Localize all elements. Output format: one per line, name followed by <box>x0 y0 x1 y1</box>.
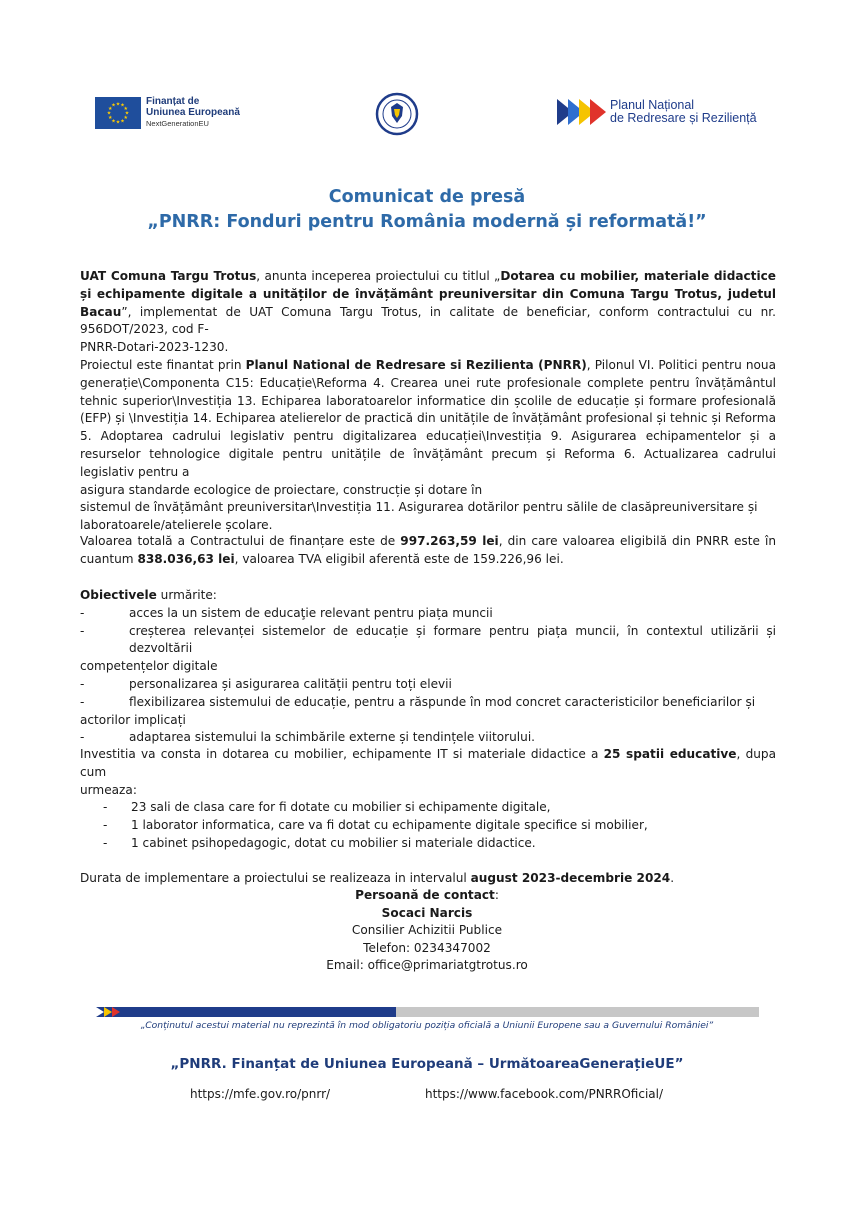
financing-line6: tehnologice digitale pentru unitățile de învățământ precum și Reforma 6. Actualizarea cadrului legislativ pentru a <box>80 446 776 479</box>
investment-item <box>80 817 776 835</box>
objective-dash: - <box>80 605 85 620</box>
financing-paragraph <box>80 357 776 535</box>
svg-text:★: ★ <box>123 105 129 112</box>
value-text: Valoarea totală a Contractului de finanțare este de <box>80 534 401 548</box>
svg-text:★: ★ <box>120 117 125 124</box>
svg-text:★: ★ <box>115 119 121 125</box>
pnrr-arrow-icon <box>557 99 607 125</box>
contact-name: Socaci Narcis <box>381 905 473 920</box>
page-title: Comunicat de presă <box>328 187 526 207</box>
objective-continuation: competențelor digitale <box>80 659 218 674</box>
investment-spaces: 25 spatii educative <box>603 747 737 761</box>
financing-line7: asigura standarde ecologice de proiectare, construcție și dotare în <box>80 482 483 497</box>
duration-text: Durata de implementare a proiectului se realizeaza in intervalul <box>80 871 471 885</box>
footer-bar <box>96 1007 759 1017</box>
value-paragraph <box>80 533 776 569</box>
intro-line4: PNRR-Dotari-2023-1230. <box>80 340 229 355</box>
pnrr-logo <box>557 99 757 125</box>
objective-dash: - <box>80 676 85 691</box>
objectives-section <box>80 587 776 747</box>
objective-text: personalizarea și asigurarea calității pentru toți elevii <box>129 676 452 691</box>
objective-dash: - <box>80 694 85 709</box>
pnrr-logo-line2: de Redresare și Reziliență <box>610 111 757 125</box>
eu-logo-line3: NextGenerationEU <box>146 119 209 128</box>
investment-text-item: 1 laborator informatica, care va fi dotat cu echipamente digitale specifice si mobilier, <box>131 818 648 833</box>
duration-paragraph <box>80 870 776 888</box>
investment-text-item: 1 cabinet psihopedagogic, dotat cu mobilier si materiale didactice. <box>131 835 536 850</box>
contact-colon: : <box>494 888 499 902</box>
eu-flag-icon <box>95 97 141 129</box>
objective-text: adaptarea sistemului la schimbările externe și tendințele viitorului. <box>129 730 536 745</box>
investment-item <box>80 799 776 817</box>
investment-dash: - <box>103 800 108 815</box>
intro-quote-close: ”, <box>121 304 132 319</box>
investment-text-2: , dupa cum <box>80 747 776 779</box>
objectives-heading: Obiectivele <box>80 588 157 602</box>
svg-text:★: ★ <box>115 101 121 107</box>
footer-disclaimer: „Conținutul acestui material nu reprezintă în mod obligatoriu poziția oficială a Uniunii Europene sau a Guvernului României” <box>140 1020 714 1031</box>
government-seal-icon <box>375 92 419 136</box>
duration-end: . <box>670 871 675 885</box>
investment-line2: urmeaza: <box>80 782 137 797</box>
svg-text:★: ★ <box>107 114 113 121</box>
footer-arrow-icon <box>96 1007 124 1017</box>
financing-line3: superior\Investiția 13. Echiparea laboratoarelor informatice din școlile de educație și formare profesională (EFP) și <box>80 393 776 426</box>
objective-item <box>80 676 776 694</box>
investment-section <box>80 746 776 853</box>
financing-line5: Adoptarea cadrului legislativ pentru digitalizarea educației\Investiția 9. Asigurarea echipamentelor și a resurselor <box>80 429 776 461</box>
objective-item <box>80 623 776 659</box>
contact-email: Email: office@primariatgtrotus.ro <box>326 958 528 973</box>
link-facebook[interactable]: https://www.facebook.com/PNRROficial/ <box>425 1087 664 1101</box>
financing-plan: Planul National de Redresare si Rezilienta (PNRR) <box>245 358 587 372</box>
value-text-3: , valoarea TVA eligibil aferentă este de 159.226,96 lei. <box>234 551 564 566</box>
objectives-heading-rest: urmărite: <box>156 588 217 602</box>
pnrr-logo-line1: Planul Național <box>610 98 695 112</box>
link-mfe[interactable]: https://mfe.gov.ro/pnrr/ <box>190 1087 331 1101</box>
objective-item <box>80 605 776 623</box>
svg-text:★: ★ <box>111 102 116 109</box>
objective-item <box>80 694 776 712</box>
investment-text: Investitia va consta in dotarea cu mobilier, echipamente IT si materiale didactice a <box>80 747 604 761</box>
svg-text:★: ★ <box>123 114 129 121</box>
contact-block <box>0 887 854 975</box>
project-title-b: echipamente digitale a unităților de învățământ preuniversitar din Comuna Targu Trotus, judetul Bacau <box>80 286 776 319</box>
financing-line2: generație\Componenta C15: Educație\Reforma 4. Crearea unei rute profesionale complete pentru învățământul tehnic <box>80 375 776 408</box>
project-title-a: Dotarea cu mobilier, materiale didactice și <box>80 269 776 301</box>
footer-slogan: „PNRR. Finanțat de Uniunea Europeană – UrmătoareaGenerațieUE” <box>170 1056 684 1072</box>
intro-text: , anunta inceperea proiectului cu titlul „ <box>256 269 501 283</box>
eu-logo-line1: Finanțat de <box>146 96 200 107</box>
contact-role: Consilier Achizitii Publice <box>351 923 503 938</box>
investment-dash: - <box>103 835 108 850</box>
intro-line3: implementat de UAT Comuna Targu Trotus, in calitate de beneficiar, conform contractului cu nr. 956DOT/2023, cod F- <box>80 304 776 337</box>
objective-item <box>80 729 776 747</box>
svg-text:★: ★ <box>107 105 113 112</box>
page-subtitle: „PNRR: Fonduri pentru România modernă și reformată!” <box>147 212 707 232</box>
objective-text: acces la un sistem de educaţie relevant pentru piața muncii <box>129 605 493 620</box>
svg-text:★: ★ <box>124 110 130 116</box>
value-text-2: , din care valoarea eligibilă din PNRR este în cuantum <box>80 534 776 566</box>
financing-line8: sistemul de învățământ preuniversitar\Investiția 11. Asigurarea dotărilor pentru sălile de clasăpreuniversitare și <box>80 500 758 515</box>
eu-logo-line2: Uniunea Europeană <box>146 107 240 118</box>
investment-item <box>80 835 776 853</box>
objective-text: creșterea relevanței sistemelor de educație și formare pentru piața muncii, în contextul utilizării și dezvoltării <box>129 623 776 656</box>
svg-text:★: ★ <box>106 110 112 116</box>
intro-paragraph <box>80 268 776 357</box>
svg-text:★: ★ <box>120 102 125 109</box>
objective-dash: - <box>80 730 85 745</box>
contact-heading: Persoană de contact <box>355 888 495 902</box>
financing-text-b: , Pilonul VI. Politici pentru noua <box>586 358 776 372</box>
financing-text: Proiectul este finantat prin <box>80 358 246 372</box>
objective-dash: - <box>80 623 85 638</box>
financing-line9: laboratoarele/atelierele școlare. <box>80 518 273 533</box>
value-total: 997.263,59 lei <box>400 534 499 548</box>
value-eligible: 838.036,63 lei <box>137 551 235 566</box>
investment-dash: - <box>103 818 108 833</box>
eu-funding-logo <box>95 96 240 129</box>
investment-text-item: 23 sali de clasa care for fi dotate cu mobilier si echipamente digitale, <box>131 800 551 815</box>
duration-period: august 2023-decembrie 2024 <box>470 871 671 885</box>
objective-continuation: actorilor implicați <box>80 712 186 727</box>
financing-line4: \Investiția 14. Echiparea atelierelor de practică din unitățile de învățământ profesional și tehnic și Reforma 5. <box>80 411 776 444</box>
svg-text:★: ★ <box>111 117 116 124</box>
objective-text: flexibilizarea sistemului de educație, pentru a răspunde în mod concret caracteristicilor beneficiarilor și <box>129 694 756 709</box>
intro-entity: UAT Comuna Targu Trotus <box>80 269 257 283</box>
contact-phone: Telefon: 0234347002 <box>363 940 491 955</box>
